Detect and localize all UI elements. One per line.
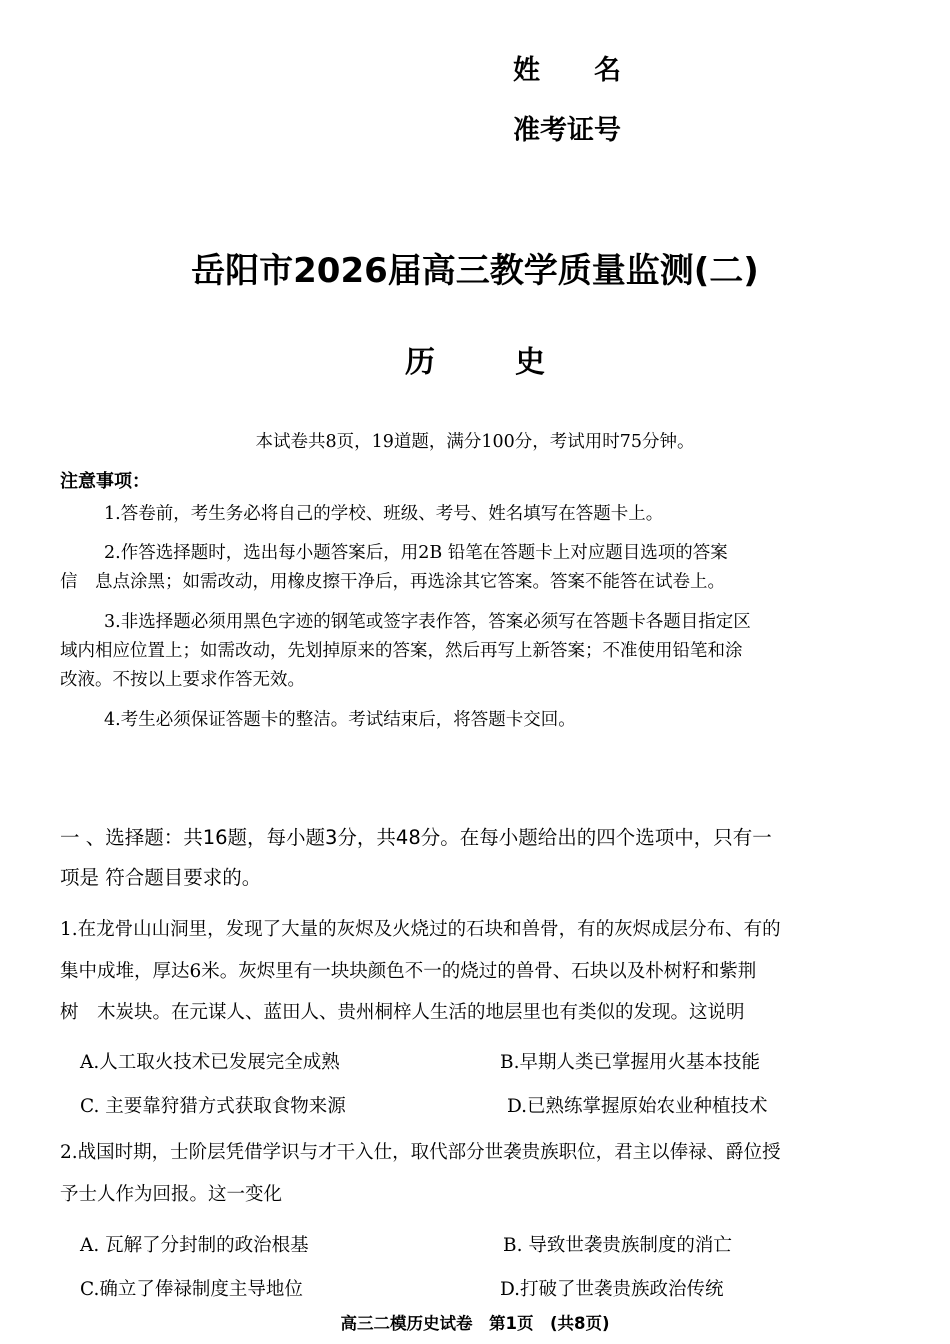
subject-title: 历史	[405, 345, 625, 380]
notice-item-2-line-1: 2.作答选择题时，选出每小题答案后，用2B 铅笔在答题卡上对应题目选项的答案	[104, 543, 728, 563]
page-footer: 高三二模历史试卷 第1页 (共8页)	[340, 1314, 610, 1333]
exam-info: 本试卷共8页，19道题，满分100分，考试用时75分钟。	[255, 432, 695, 452]
notice-item-2-line-2: 信 息点涂黑；如需改动，用橡皮擦干净后，再选涂其它答案。答案不能答在试卷上。	[60, 572, 725, 592]
section-1-heading-line-1: 一 、选择题：共16题，每小题3分，共48分。在每小题给出的四个选项中，只有一	[60, 826, 772, 849]
question-2-option-b: B. 导致世袭贵族制度的消亡	[503, 1235, 732, 1256]
question-1-option-a: A.人工取火技术已发展完全成熟	[80, 1052, 340, 1073]
notice-item-1-line-1: 1.答卷前，考生务必将自己的学校、班级、考号、姓名填写在答题卡上。	[104, 504, 664, 524]
question-1-stem-line-3: 树 木炭块。在元谋人、蓝田人、贵州桐梓人生活的地层里也有类似的发现。这说明	[60, 1002, 745, 1023]
notice-item-4-line-1: 4.考生必须保证答题卡的整洁。考试结束后，将答题卡交回。	[104, 710, 576, 730]
notice-item-3-line-1: 3.非选择题必须用黑色字迹的钢笔或签字表作答，答案必须写在答题卡各题目指定区	[104, 612, 751, 632]
section-1-heading-line-2: 项是 符合题目要求的。	[60, 866, 262, 889]
question-1-option-c: C. 主要靠狩猎方式获取食物来源	[80, 1096, 346, 1117]
notice-item-3-line-2: 域内相应位置上；如需改动，先划掉原来的答案，然后再写上新答案；不准使用铅笔和涂	[60, 641, 743, 661]
question-2-stem-line-2: 予士人作为回报。这一变化	[60, 1184, 283, 1205]
question-1-option-b: B.早期人类已掌握用火基本技能	[500, 1052, 760, 1073]
question-1-stem-line-1: 1.在龙骨山山洞里，发现了大量的灰烬及火烧过的石块和兽骨，有的灰烬成层分布、有的	[60, 919, 781, 940]
question-2-option-d: D.打破了世袭贵族政治传统	[500, 1279, 724, 1300]
question-2-option-a: A. 瓦解了分封制的政治根基	[80, 1235, 309, 1256]
exam-id-label: 准考证号	[513, 115, 621, 146]
notice-heading: 注意事项：	[60, 471, 150, 492]
question-2-stem-line-1: 2.战国时期，士阶层凭借学识与才干入仕，取代部分世袭贵族职位，君主以俸禄、爵位授	[60, 1142, 781, 1163]
page-title: 岳阳市2026届高三教学质量监测(二)	[191, 251, 759, 291]
question-1-stem-line-2: 集中成堆，厚达6米。灰烬里有一块块颜色不一的烧过的兽骨、石块以及朴树籽和紫荆	[60, 961, 757, 982]
notice-item-3-line-3: 改液。不按以上要求作答无效。	[60, 670, 305, 690]
question-1-option-d: D.已熟练掌握原始农业种植技术	[507, 1096, 768, 1117]
name-label: 姓 名	[513, 55, 621, 86]
question-2-option-c: C.确立了俸禄制度主导地位	[80, 1279, 303, 1300]
